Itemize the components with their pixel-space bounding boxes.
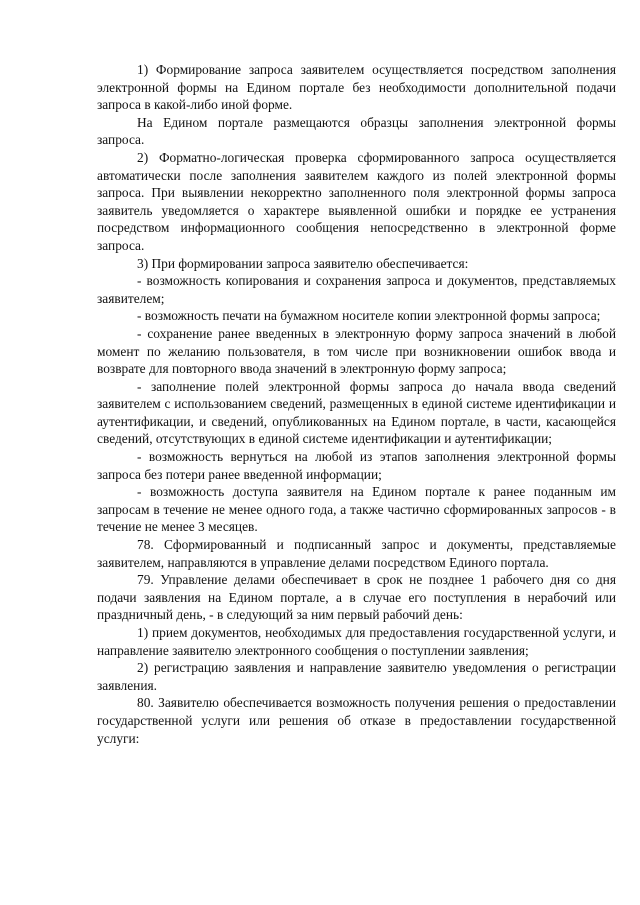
paragraph-1-electronic-form: 1) Формирование запроса заявителем осуществляется посредством заполнения электронной формы на Едином портале без необходимости дополнительной подачи запроса в какой-либо иной форме. bbox=[97, 62, 616, 113]
paragraph-form-samples: На Едином портале размещаются образцы заполнения электронной формы запроса. bbox=[97, 114, 616, 148]
list-item-return-step: - возможность вернуться на любой из этапов заполнения электронной формы запроса без потери ранее введенной информации; bbox=[97, 449, 616, 482]
list-item-print: - возможность печати на бумажном носителе копии электронной формы запроса; bbox=[137, 308, 601, 324]
paragraph-79-item-2: 2) регистрацию заявления и направление заявителю уведомления о регистрации заявления. bbox=[97, 660, 616, 693]
paragraph-78: 78. Сформированный и подписанный запрос и документы, представляемые заявителем, направляются в управление делами посредством Единого портала. bbox=[97, 537, 616, 570]
list-item-copy-save: - возможность копирования и сохранения запроса и документов, представляемых заявителем; bbox=[97, 273, 616, 306]
document-page bbox=[97, 61, 616, 747]
paragraph-80: 80. Заявителю обеспечивается возможность получения решения о предоставлении государственной услуги или решения об отказе в предоставлении государственной услуги: bbox=[97, 695, 616, 746]
paragraph-3-provisions-intro: 3) При формировании запроса заявителю обеспечивается: bbox=[137, 255, 469, 271]
list-item-autofill: - заполнение полей электронной формы запроса до начала ввода сведений заявителем с использованием сведений, размещенных в единой системе идентификации и аутентификации, и сведений, опубликованных на Едином портале, в части, касающейся сведений, отсутствующих в единой системе идентификации и аутентификации; bbox=[97, 378, 616, 447]
paragraph-79: 79. Управление делами обеспечивает в срок не позднее 1 рабочего дня со дня подачи заявления на Едином портале, а в случае его поступления в нерабочий или праздничный день, - в следующий за ним первый рабочий день: bbox=[97, 572, 616, 623]
paragraph-79-item-1: 1) прием документов, необходимых для предоставления государственной услуги, и направление заявителю электронного сообщения о поступлении заявления; bbox=[97, 625, 616, 658]
list-item-save-values: - сохранение ранее введенных в электронную форму запроса значений в любой момент по желанию пользователя, в том числе при возникновении ошибок ввода и возврате для повторного ввода значений в электронную форму запроса; bbox=[97, 325, 616, 377]
paragraph-2-format-check: 2) Форматно-логическая проверка сформированного запроса осуществляется автоматически после заполнения заявителем каждого из полей электронной формы запроса. При выявлении некорректно заполненного поля электронной формы запроса заявитель уведомляется о характере выявленной ошибки и порядке ее устранения посредством информационного сообщения непосредственно в электронной форме запроса. bbox=[97, 149, 616, 253]
list-item-access-requests: - возможность доступа заявителя на Едином портале к ранее поданным им запросам в течение не менее одного года, а также частично сформированных запросов - в течение не менее 3 месяцев. bbox=[97, 484, 616, 535]
